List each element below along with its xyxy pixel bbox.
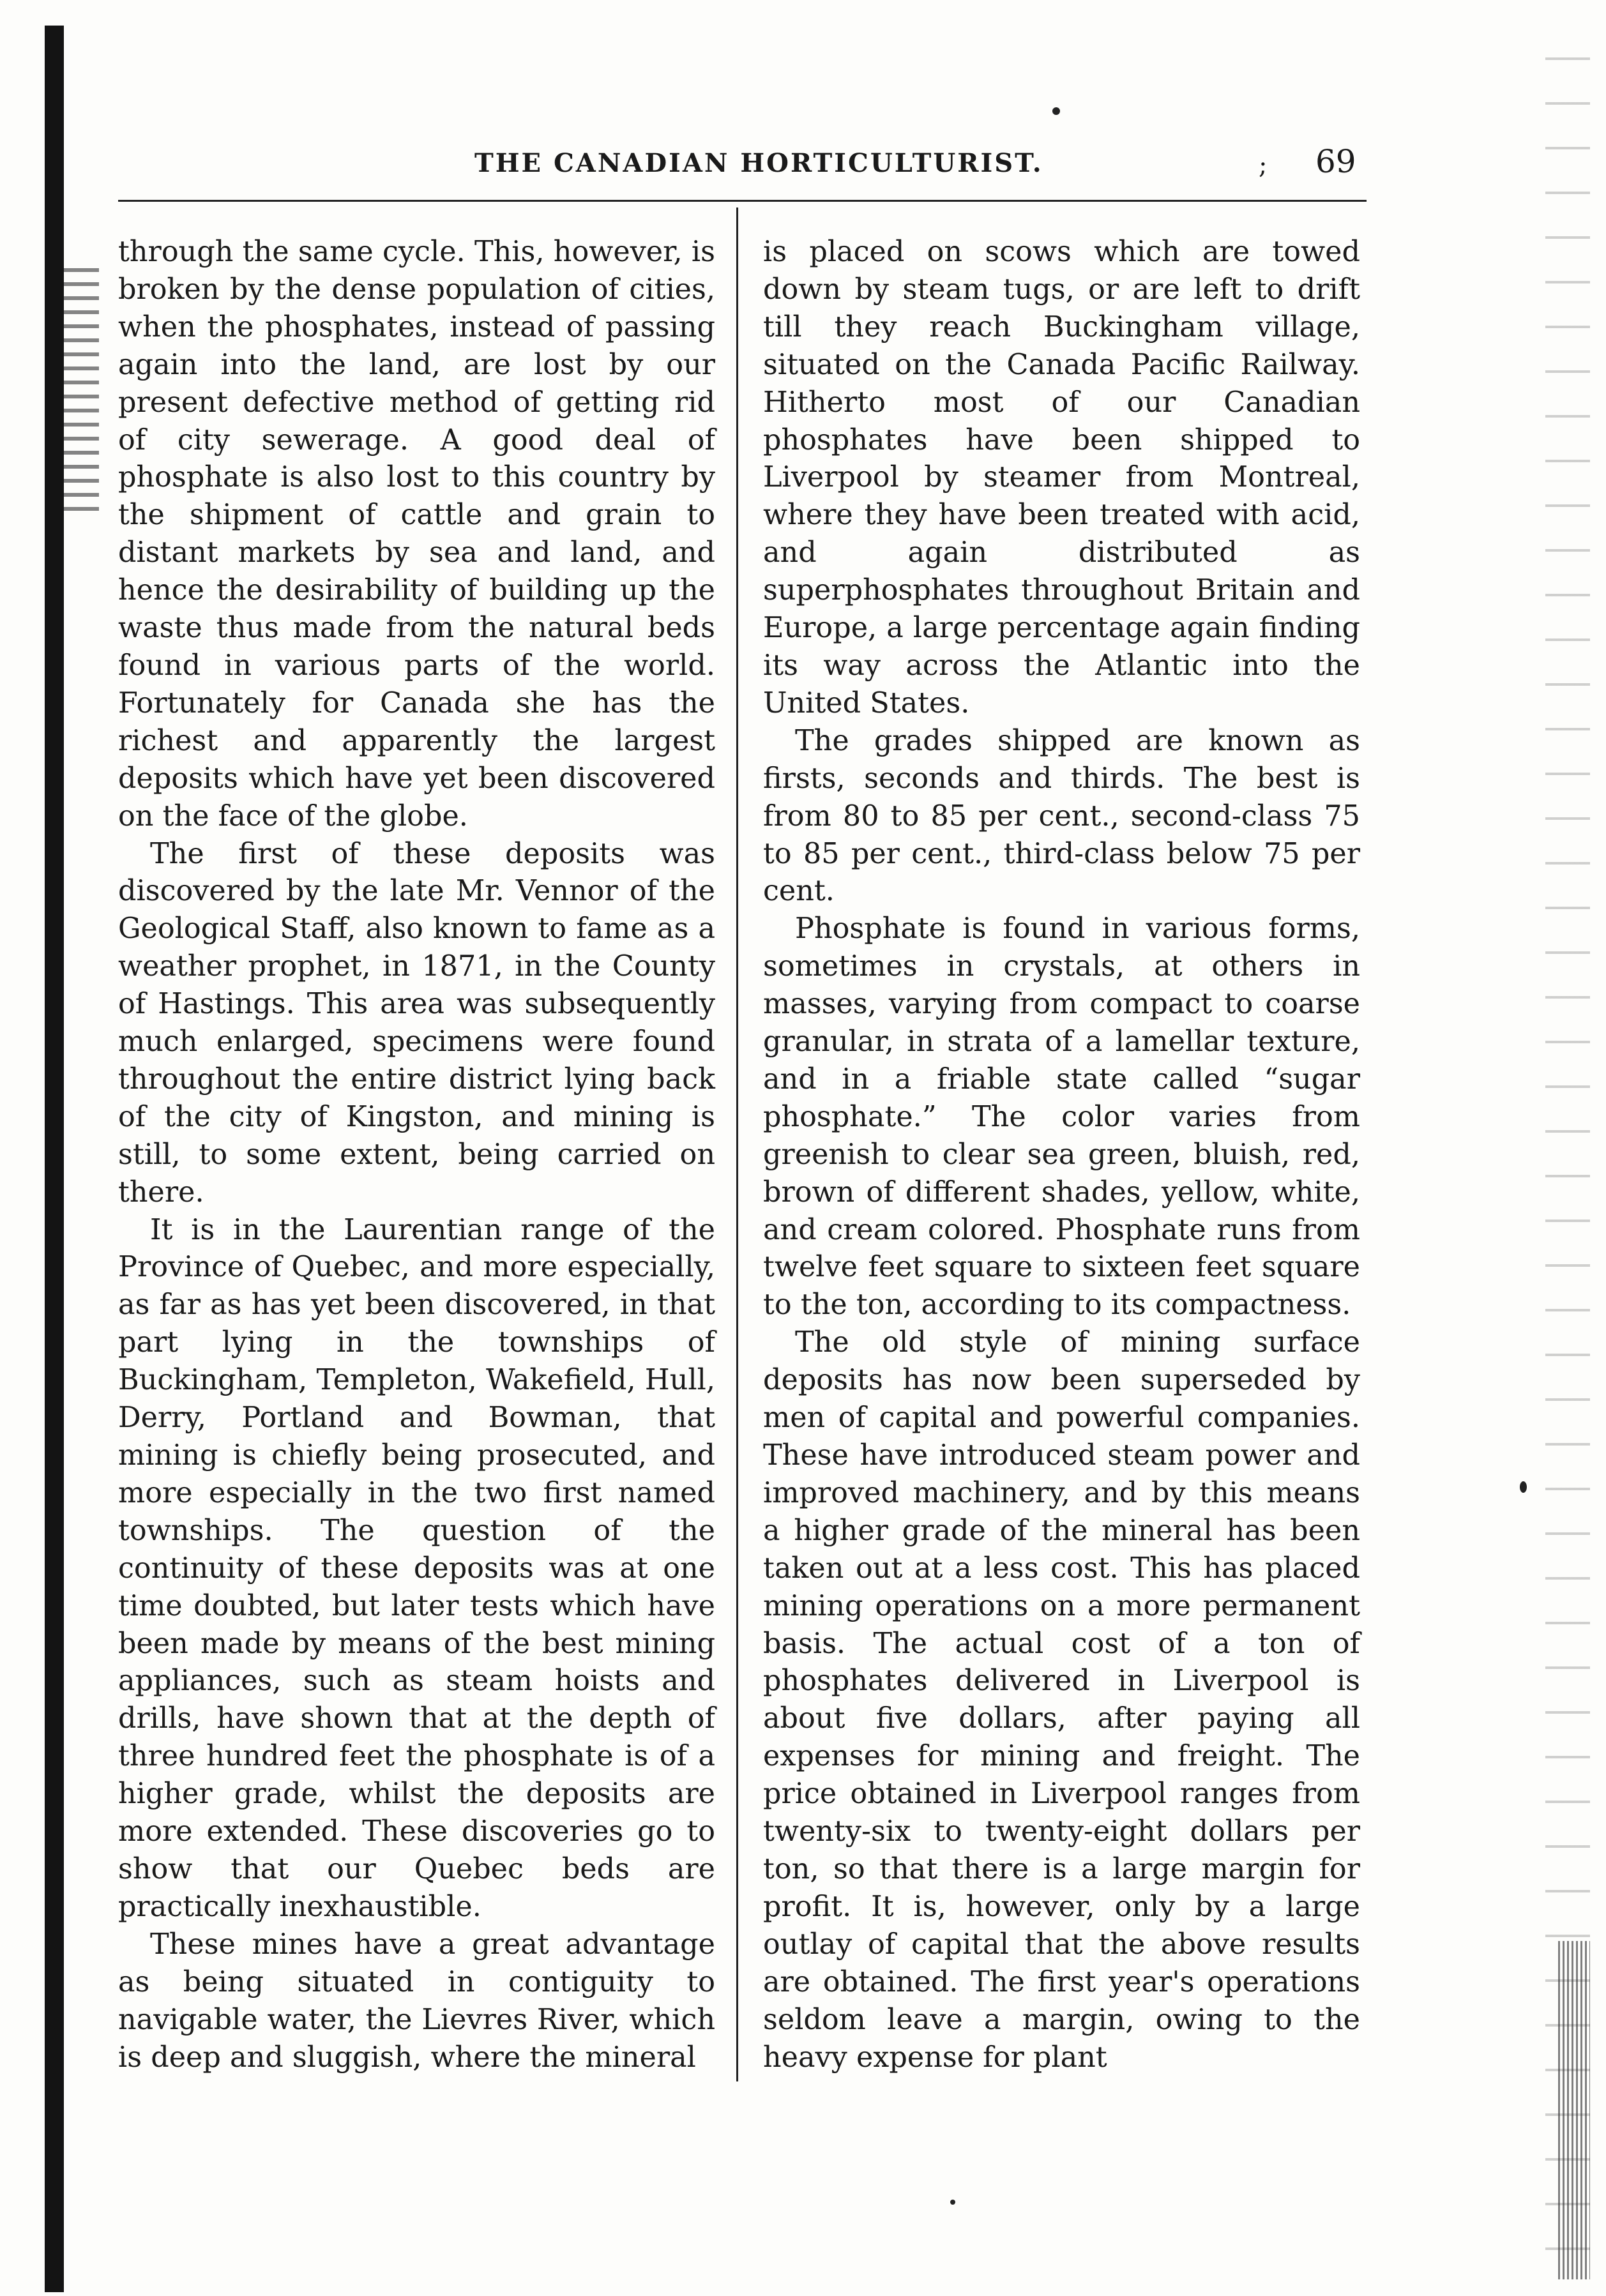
paragraph: The old style of mining surface deposits has now been superseded by men of capital and powerful companies. These have introduced steam power and improved machinery, and by this means a higher grade of the mineral has been taken out at a less cost. This has placed mining operations on a more permanent basis. The actual cost of a ton of phosphates delivered in Liverpool is about five dollars, after paying all expenses for mining and freight. The price obtained in Liverpool ranges from twenty-six to twenty-eight dollars per ton, so that there is a large margin for profit. It is, however, only by a large outlay of capital that the above results are obtained. The first year's operations seldom leave a margin, owing to the heavy expense for plant <box>763 1326 1360 2074</box>
paragraph: It is in the Laurentian range of the Province of Quebec, and more especially, as far as has yet been discovered, in that part lying in the townships of Buckingham, Templeton, Wakefield, Hull, Derry, Portland and Bowman, that mining is chiefly being prosecuted, and more especially in the two first named townships. The question of the continuity of these deposits was at one time doubted, but later tests which have been made by means of the best mining appliances, such as steam hoists and drills, have shown that at the depth of three hundred feet the phosphate is of a higher grade, whilst the deposits are more extended. These discoveries go to show that our Quebec beds are practically inexhaustible. <box>118 1213 715 1923</box>
paragraph: Phosphate is found in various forms, sometimes in crystals, at others in masses, varying from compact to coarse granular, in strata of a lamellar texture, and in a friable state called “sugar phosphate.” The color varies from greenish to clear sea green, bluish, red, brown of different shades, yellow, white, and cream colored. Phosphate runs from twelve feet square to sixteen feet square to the ton, according to its compactness. <box>763 912 1360 1322</box>
paragraph: The first of these deposits was discovered by the late Mr. Vennor of the Geological Staff, also known to fame as a weather prophet, in 1871, in the County of Hastings. This area was subsequently much enlarged, specimens were found throughout the entire district lying back of the city of Kingston, and mining is still, to some extent, being carried on there. <box>118 837 715 1209</box>
running-header <box>118 143 1367 186</box>
page-number: 69 <box>1315 143 1356 180</box>
scan-speck <box>1520 1481 1527 1493</box>
right-edge-scan-noise <box>1545 38 1590 2273</box>
column-divider <box>736 208 738 2081</box>
paragraph: through the same cycle. This, however, is broken by the dense population of cities, when the phosphates, instead of passing again into the land, are lost by our present defective method of getting rid of city sewerage. A good deal of phosphate is also lost to this country by the shipment of cattle and grain to distant markets by sea and land, and hence the desirability of building up the waste thus made from the natural beds found in various parts of the world. Fortunately for Canada she has the richest and apparently the largest deposits which have yet been discovered on the face of the globe. <box>118 236 715 833</box>
scan-speck <box>950 2200 955 2205</box>
binding-edge-shadow <box>45 26 64 2292</box>
binding-edge-marks <box>64 268 99 511</box>
paragraph: The grades shipped are known as firsts, seconds and thirds. The best is from 80 to 85 per cent., second-class 75 to 85 per cent., third-class below 75 per cent. <box>763 724 1360 908</box>
paragraph: These mines have a great advantage as being situated in contiguity to navigable water, the Lievres River, which is deep and sluggish, where the mineral <box>118 1928 715 2074</box>
header-rule <box>118 200 1367 202</box>
right-edge-scan-noise-dense <box>1558 1941 1590 2279</box>
paragraph: is placed on scows which are towed down by steam tugs, or are left to drift till they reach Buckingham village, situated on the Canada Pacific Railway. Hitherto most of our Canadian phosphates have been shipped to Liverpool by steamer from Montreal, where they have been treated with acid, and again distributed as superphosphates throughout Britain and Europe, a large percentage again finding its way across the Atlantic into the United States. <box>763 236 1360 720</box>
left-column <box>118 234 715 2076</box>
header-mark: ; <box>1259 151 1268 180</box>
right-column <box>763 234 1360 2076</box>
scan-speck <box>1052 107 1060 115</box>
running-title: THE CANADIAN HORTICULTURIST. <box>474 148 1043 178</box>
